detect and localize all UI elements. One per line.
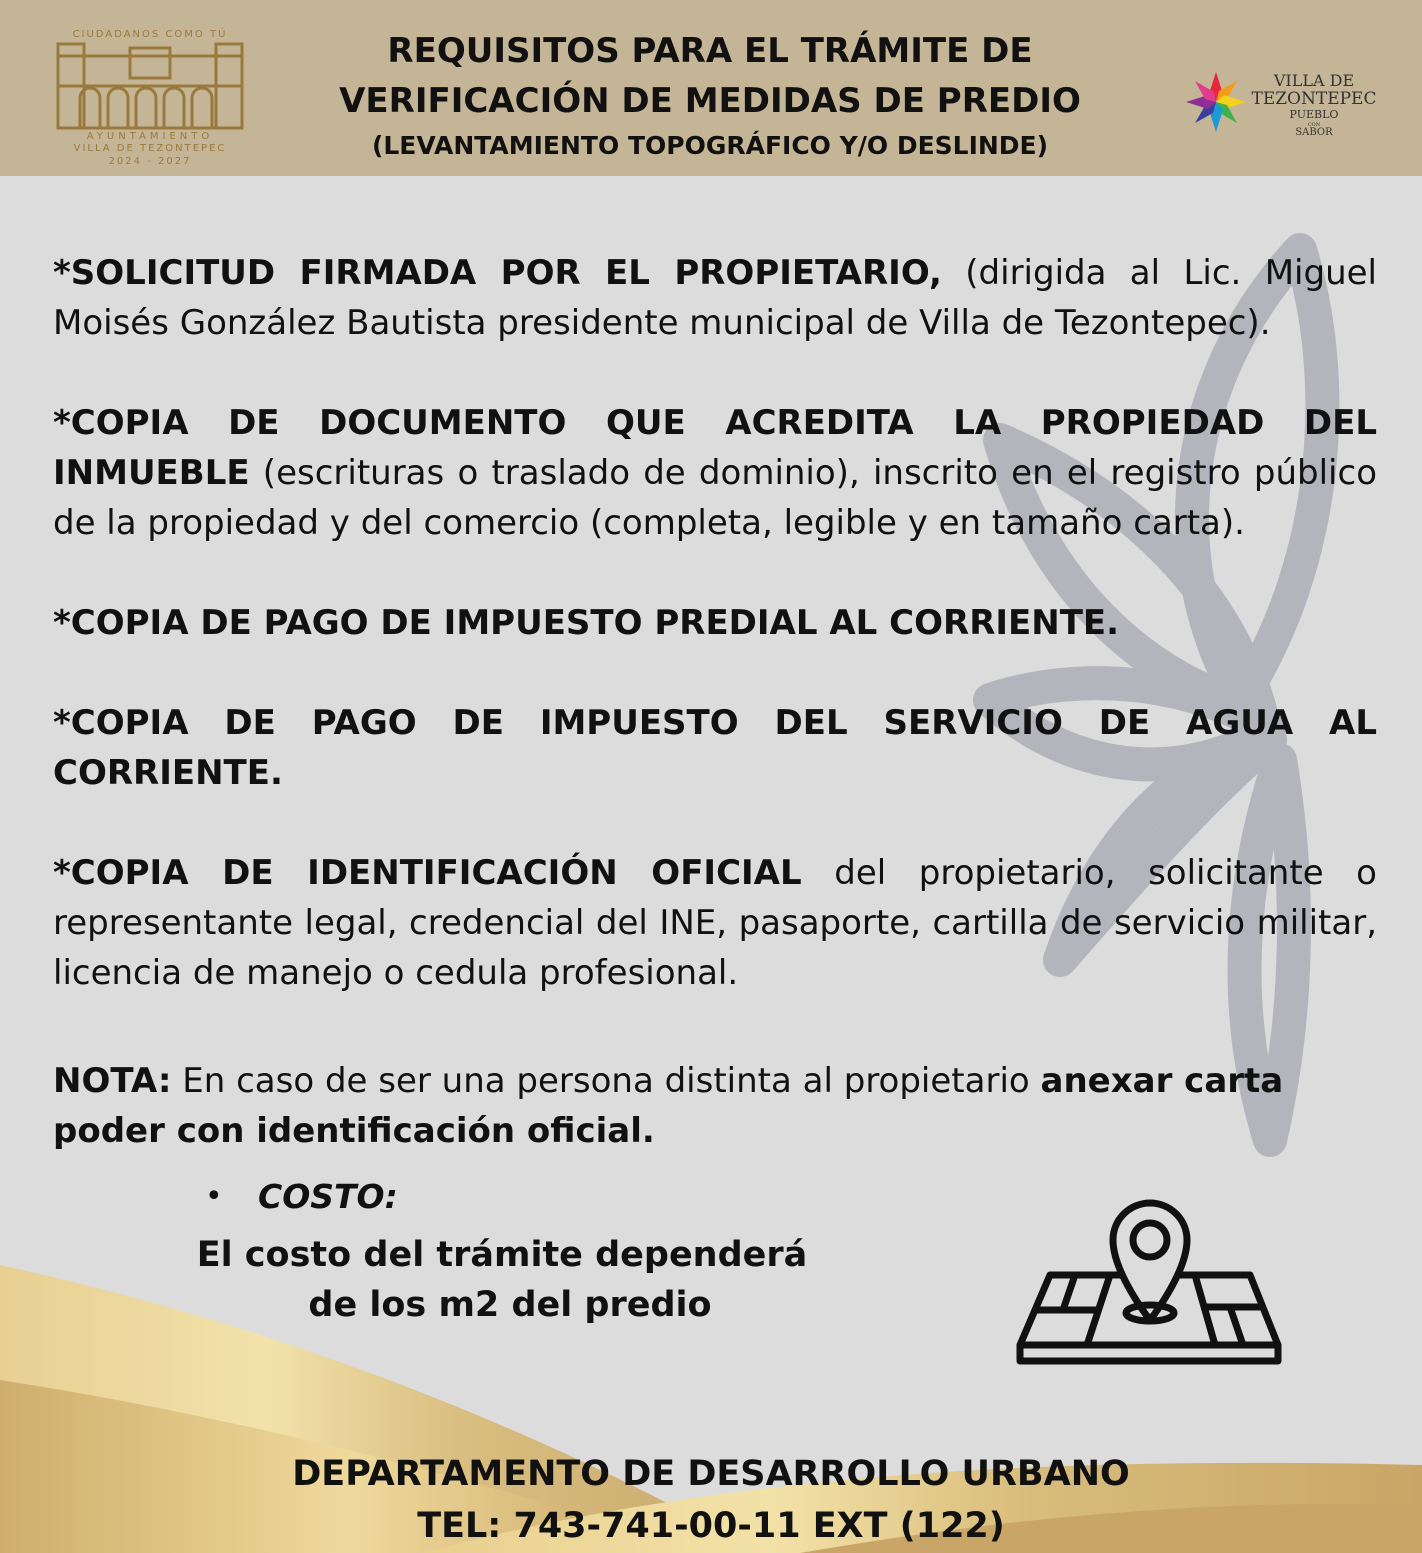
costo-line-1: El costo del trámite dependerá [196,1235,808,1275]
nota-label: NOTA: [53,1061,172,1101]
footer [0,1448,1422,1552]
requirement-4: *COPIA DE PAGO DE IMPUESTO DEL SERVICIO DE AGUA AL CORRIENTE. [53,703,1377,793]
page-title [300,26,1120,166]
phone-number: TEL: 743-741-00-11 EXT (122) [417,1506,1005,1546]
ayuntamiento-logo [50,26,250,168]
title-subtitle: (LEVANTAMIENTO TOPOGRÁFICO Y/O DESLINDE) [371,131,1049,160]
logo-right-line4: CON [1307,122,1321,128]
requirement-5: *COPIA DE IDENTIFICACIÓN OFICIAL del propietario, solicitante o representante legal, credencial del INE, pasaporte, cartilla de servicio militar, licencia de manejo o cedula profesional. [53,853,1377,993]
costo-line-2: de los m2 del predio [308,1285,712,1325]
nota-text: En caso de ser una persona distinta al propietario [171,1061,1041,1101]
requirement-2: *COPIA DE DOCUMENTO QUE ACREDITA LA PROPIEDAD DEL INMUEBLE (escrituras o traslado de dominio), inscrito en el registro público de la propiedad y del comercio (completa, legible y en tamaño carta). [53,403,1377,543]
costo-label: COSTO: [258,1177,398,1216]
title-line-2: VERIFICACIÓN DE MEDIDAS DE PREDIO [339,81,1081,121]
logo-line2: VILLA DE TEZONTEPEC [73,143,227,154]
department-name: DEPARTAMENTO DE DESARROLLO URBANO [292,1454,1130,1494]
map-pin-icon [1015,1195,1285,1370]
logo-top-text: CIUDADANOS COMO TÚ [72,29,228,40]
logo-right-line5: SABOR [1295,127,1333,138]
logo-right-line3: PUEBLO [1289,108,1339,121]
villa-tezontepec-logo [1182,66,1382,138]
logo-right-line2: TEZONTEPEC [1251,89,1377,109]
requirements-list [53,248,1377,1156]
header-banner [0,0,1422,176]
nota [53,1056,1313,1156]
costo-description [196,1230,900,1330]
logo-line1: AYUNTAMIENTO [86,131,214,142]
title-line-1: REQUISITOS PARA EL TRÁMITE DE [387,31,1033,71]
flower-logo-icon [1186,72,1246,132]
logo-right-line1: VILLA DE [1273,71,1355,90]
requirement-3: *COPIA DE PAGO DE IMPUESTO PREDIAL AL CORRIENTE. [53,603,1120,643]
bullet: • [205,1179,223,1214]
requirement-1: *SOLICITUD FIRMADA POR EL PROPIETARIO, (dirigida al Lic. Miguel Moisés González Bautista presidente municipal de Villa de Tezontepec). [53,253,1377,343]
nota-bold: anexar carta poder con identificación oficial. [53,1061,1284,1151]
logo-years: 2024 - 2027 [108,156,192,167]
